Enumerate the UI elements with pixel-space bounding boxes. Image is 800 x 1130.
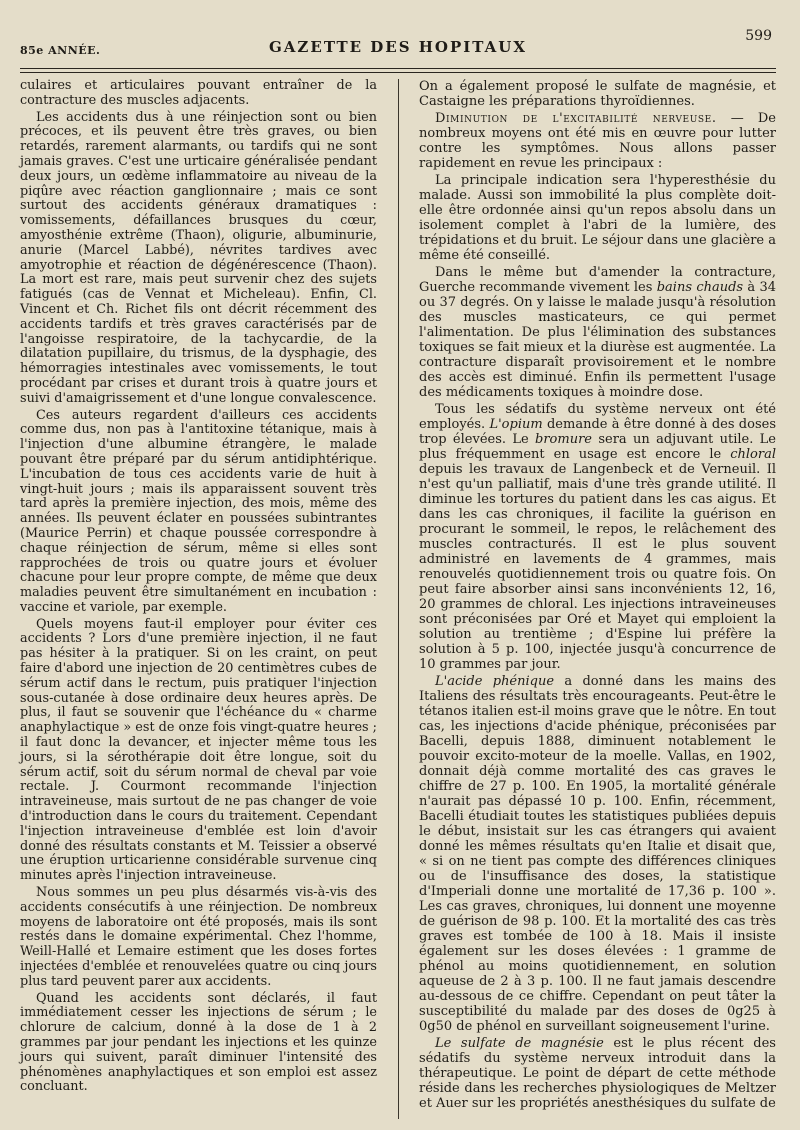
paragraph-text: Dans le même but d'amender la contracture, Guerche recommande vivement les bbox=[419, 265, 776, 295]
paragraph-text: a donné dans les mains des Italiens des résultats très encourageants. Peut-être le tétanos italien est-il moins grave que le nôtre. En tout cas, les injections d'acide phénique, préconisées par Bacelli, depuis 1888, diminuent notablement le pouvoir excito-moteur de la moelle. Vallas, en 1902, donnait déjà comme mortalité des cas graves le chiffre de 27 p. 100. En 1905, la mortalité générale n'aurait pas dépassé 10 p. 100. Enfin, récemment, Bacelli étudiait toutes les statistiques publiées depuis le début, insistait sur les cas étrangers qui avaient donné les mêmes résultats qu'en Italie et disait que, « si on ne tient pas compte des différences cliniques ou de l'insuffisance des doses, la statistique d'Imperiali donne une mortalité de 17,36 p. 100 ». Les cas graves, chroniques, lui donnent une moyenne de guérison de 98 p. 100. Et la mortalité des cas très graves est tombée de 100 à 18. Mais il insiste également sur les doses élevées : 1 gramme de phénol au moins quotidiennement, en solution aqueuse de 2 à 3 p. 100. Il ne faut jamais descendre au-dessous de ce chiffre. Cependant on peut tâter la susceptibilité du malade par des doses de 0g25 à 0g50 de phénol en surveillant soigneusement l'urine. bbox=[419, 674, 776, 1034]
paragraph: Ces auteurs regardent d'ailleurs ces accidents comme dus, non pas à l'antitoxine tétanique, mais à l'injection d'une albumine étrangère, le malade pouvant être préparé par du sérum antidiphtérique. L'incubation de tous ces accidents varie de huit à vingt-huit jours ; mais ils apparaissent souvent très tard après la première injection, des mois, même des années. Ils peuvent éclater en poussées subintrantes (Maurice Perrin) et chaque poussée correspondre à chaque réinjection de sérum, même si elles sont rapprochées de trois ou quatre jours et évoluer chacune pour leur propre compte, de même que deux maladies peuvent être simultanément en incubation : vaccine et variole, par exemple. bbox=[20, 407, 377, 615]
emphasis: chloral bbox=[730, 447, 776, 462]
paragraph: Quand les accidents sont déclarés, il faut immédiatement cesser les injections de sérum ; le chlorure de calcium, donné à la dose de 1 à 2 grammes par jour pendant les injections et les quinze jours qui suivent, paraît diminuer l'intensité des phénomènes anaphylactiques et son emploi est assez concluant. bbox=[20, 990, 377, 1095]
paragraph: culaires et articulaires pouvant entraîner de la contracture des muscles adjacents. bbox=[20, 78, 377, 108]
emphasis: bromure bbox=[535, 432, 592, 447]
paragraph-text: Tous les sédatifs du système nerveux ont été employés. bbox=[419, 402, 776, 432]
paragraph bbox=[419, 402, 776, 672]
text-columns bbox=[20, 79, 776, 1119]
paragraph: Les accidents dus à une réinjection sont ou bien précoces, et ils peuvent être très graves, ou bien retardés, rarement alarmants, ou tardifs qui ne sont jamais graves. C'est une urticaire généralisée pendant deux jours, un œdème inflammatoire au niveau de la piqûre avec réaction ganglionnaire ; mais ce sont surtout des accidents généraux dramatiques : vomissements, défaillances brusques du cœur, amyosthénie extrême (Thaon), oligurie, albuminurie, anurie (Marcel Labbé), névrites tardives avec amyotrophie et réaction de dégénérescence (Thaon). La mort est rare, mais peut survenir chez des sujets fatigués (cas de Vennat et Micheleau). Enfin, Cl. Vincent et Ch. Richet fils ont décrit récemment des accidents tardifs et très graves caractérisés par de l'angoisse respiratoire, de la tachycardie, de la dilatation pupillaire, du trismus, de la dysphagie, des hémorragies intestinales avec vomissements, le tout procédant par crises et durant trois à quatre jours et suivi d'amaigrissement et d'une longue convalescence. bbox=[20, 109, 377, 406]
paragraph-text: demande à être donné à des doses trop élevées. Le bbox=[419, 417, 776, 447]
paragraph: La principale indication sera l'hyperesthésie du malade. Aussi son immobilité la plus complète doit-elle être ordonnée ainsi qu'un repos absolu dans un isolement complet à l'abri de la lumière, des trépidations et du bruit. Le séjour dans une glacière a même été conseillé. bbox=[419, 173, 776, 263]
paragraph-text: sera un adjuvant utile. Le plus fréquemment en usage est encore le bbox=[419, 432, 777, 462]
page-header bbox=[20, 26, 776, 60]
paragraph bbox=[419, 111, 776, 171]
paragraph bbox=[419, 265, 776, 400]
left-column bbox=[20, 79, 377, 1119]
emphasis: bains chauds bbox=[656, 280, 744, 295]
header-rule-double bbox=[20, 72, 776, 73]
section-heading: Diminution de l'excitabilité nerveuse. bbox=[435, 111, 717, 126]
journal-title: GAZETTE DES HOPITAUX bbox=[268, 38, 527, 56]
emphasis: Le sulfate de magnésie bbox=[435, 1036, 604, 1051]
emphasis: L'opium bbox=[489, 417, 543, 432]
header-rule bbox=[20, 68, 776, 69]
column-divider bbox=[398, 79, 399, 1119]
paragraph bbox=[419, 1036, 776, 1111]
paragraph: Quels moyens faut-il employer pour éviter ces accidents ? Lors d'une première injection, il ne faut pas hésiter à la pratiquer. Si on les craint, on peut faire d'abord une injection de 20 centimètres cubes de sérum actif dans le rectum, puis pratiquer l'injection sous-cutanée à dose ordinaire deux heures après. De plus, il faut se souvenir que l'échéance du « charme anaphylactique » est de onze fois vingt-quatre heures ; il faut donc la devancer, et injecter même tous les jours, si la sérothérapie doit être longue, soit du sérum actif, soit du sérum normal de cheval par voie rectale. J. Courmont recommande l'injection intraveineuse, mais surtout de ne pas changer de voie d'introduction dans le cours du traitement. Cependant l'injection intraveineuse d'emblée est loin d'avoir donné des résultats constants et M. Teissier a observé une éruption urticarienne considérable survenue cinq minutes après l'injection intraveineuse. bbox=[20, 616, 377, 884]
paragraph-text: — De nombreux moyens ont été mis en œuvre pour lutter contre les symptômes. Nous allons passer rapidement en revue les principaux : bbox=[419, 111, 776, 171]
right-column bbox=[419, 79, 776, 1119]
paragraph bbox=[419, 674, 776, 1034]
paragraph-text: depuis les travaux de Langenbeck et de Verneuil. Il n'est qu'un palliatif, mais d'une très grande utilité. Il diminue les tortures du patient dans les cas aigus. Et dans les cas chroniques, il facilite la guérison en procurant le sommeil, le repos, le relâchement des muscles contracturés. Il est le plus souvent administré en lavements de 4 grammes, mais renouvelés quotidiennement trois ou quatre fois. On peut faire absorber ainsi sans inconvénients 12, 16, 20 grammes de chloral. Les injections intraveineuses sont préconisées par Oré et Mayet qui emploient la solution au trentième ; d'Espine lui préfère la solution à 5 p. 100, injectée jusqu'à concurrence de 10 grammes par jour. bbox=[419, 462, 776, 672]
issue-label: 85e ANNÉE. bbox=[20, 44, 101, 57]
paragraph: Nous sommes un peu plus désarmés vis-à-vis des accidents consécutifs à une réinjection. De nombreux moyens de laboratoire ont été proposés, mais ils sont restés dans le domaine expérimental. Chez l'homme, Weill-Hallé et Lemaire estiment que les doses fortes injectées d'emblée et renouvelées quatre ou cinq jours plus tard peuvent parer aux accidents. bbox=[20, 885, 377, 989]
paragraph: On a également proposé le sulfate de magnésie, et Castaigne les préparations thyroïdiennes. bbox=[419, 79, 776, 109]
page-number: 599 bbox=[745, 28, 772, 44]
paragraph-text: est le plus récent des sédatifs du système nerveux introduit dans la thérapeutique. Le point de départ de cette méthode réside dans les recherches physiologiques de Meltzer et Auer sur les propriétés anesthésiques du sulfate de bbox=[419, 1036, 776, 1111]
emphasis: L'acide phénique bbox=[435, 674, 555, 689]
paragraph-text: à 34 ou 37 degrés. On y laisse le malade jusqu'à résolution des muscles masticateurs, ce qui permet l'alimentation. De plus l'élimination des substances toxiques se fait mieux et la diurèse est augmentée. La contracture disparaît provisoirement et le nombre des accès est diminué. Enfin ils permettent l'usage des médicaments toxiques à moindre dose. bbox=[419, 280, 776, 400]
